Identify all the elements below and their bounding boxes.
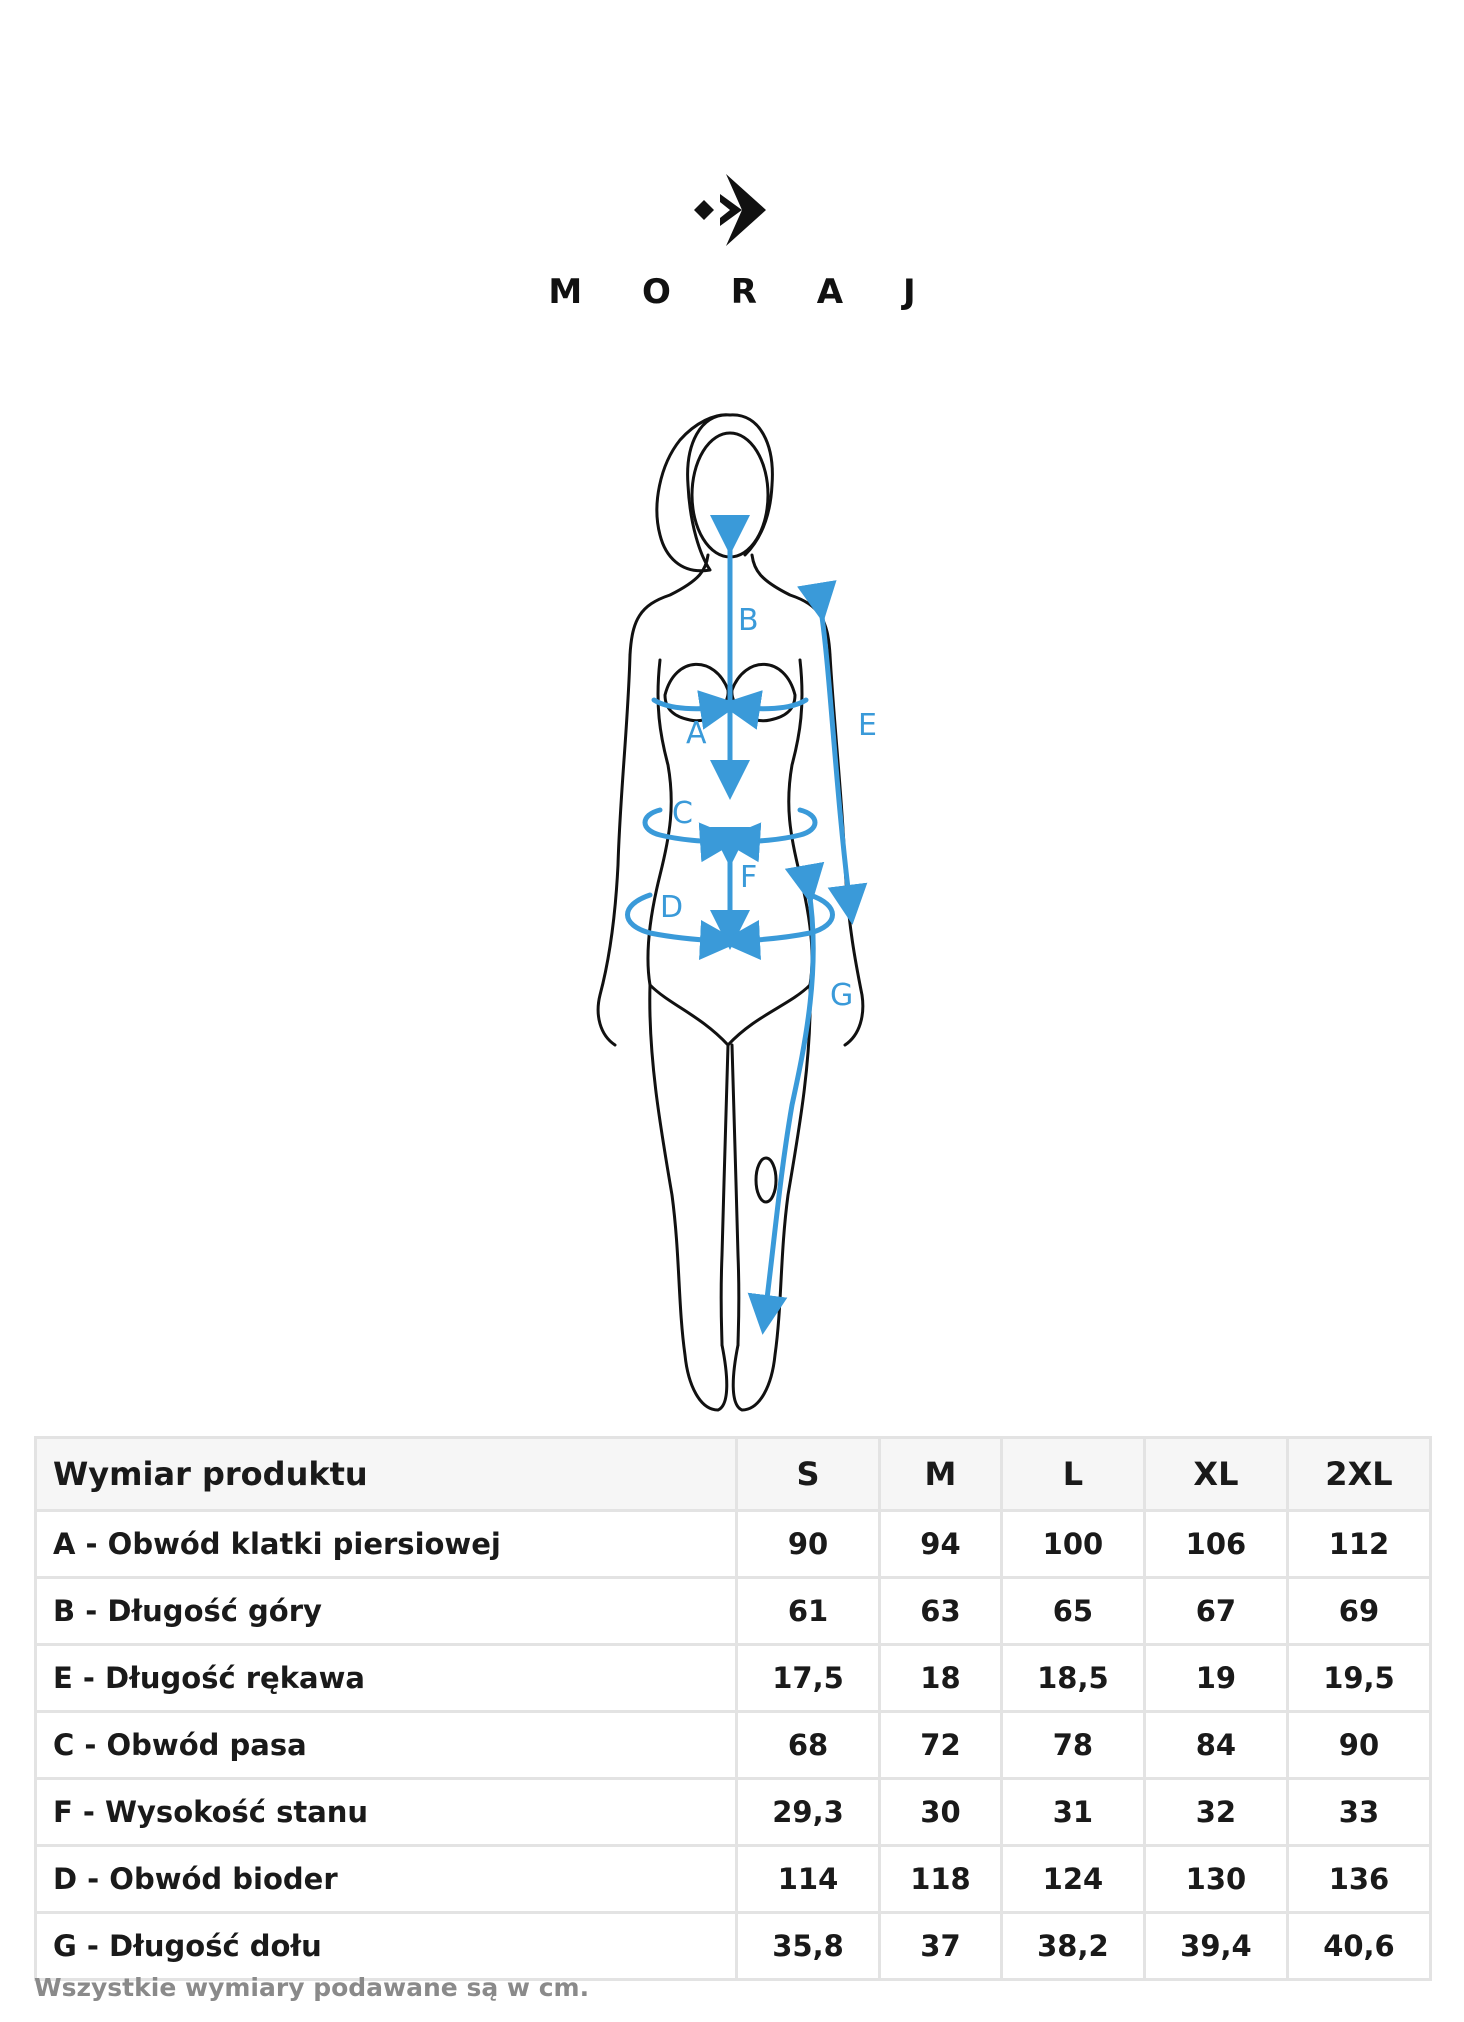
diagram-label-f: F [740,860,758,895]
table-row [36,1846,1431,1913]
table-row [36,1578,1431,1645]
table-row [36,1913,1431,1980]
row-value: 67 [1144,1578,1287,1645]
header-size: S [737,1438,880,1511]
row-value: 84 [1144,1712,1287,1779]
row-label: G - Długość dołu [36,1913,737,1980]
row-label: E - Długość rękawa [36,1645,737,1712]
diagram-label-a: A [686,716,707,751]
brand-logo-icon [690,170,780,250]
row-value: 90 [1287,1712,1430,1779]
row-value: 106 [1144,1511,1287,1578]
header-size: M [880,1438,1002,1511]
diagram-label-d: D [660,890,684,925]
row-value: 124 [1001,1846,1144,1913]
row-value: 38,2 [1001,1913,1144,1980]
row-value: 130 [1144,1846,1287,1913]
row-value: 31 [1001,1779,1144,1846]
row-label: B - Długość góry [36,1578,737,1645]
body-measurement-diagram [560,405,900,1425]
row-value: 90 [737,1511,880,1578]
table-row [36,1645,1431,1712]
size-table [34,1436,1432,1981]
diagram-label-c: C [672,796,693,831]
table-header-row [36,1438,1431,1511]
table-row [36,1712,1431,1779]
row-value: 39,4 [1144,1913,1287,1980]
row-value: 112 [1287,1511,1430,1578]
row-value: 69 [1287,1578,1430,1645]
row-value: 17,5 [737,1645,880,1712]
row-value: 136 [1287,1846,1430,1913]
diagram-label-b: B [738,603,759,638]
row-value: 72 [880,1712,1002,1779]
row-value: 118 [880,1846,1002,1913]
row-value: 30 [880,1779,1002,1846]
row-value: 33 [1287,1779,1430,1846]
table-row [36,1779,1431,1846]
row-label: A - Obwód klatki piersiowej [36,1511,737,1578]
table-row [36,1511,1431,1578]
row-value: 94 [880,1511,1002,1578]
diagram-label-g: G [830,978,854,1013]
header-size: L [1001,1438,1144,1511]
row-value: 40,6 [1287,1913,1430,1980]
row-value: 29,3 [737,1779,880,1846]
diagram-label-e: E [858,708,877,743]
header-size: XL [1144,1438,1287,1511]
row-value: 37 [880,1913,1002,1980]
footnote: Wszystkie wymiary podawane są w cm. [34,1973,590,2002]
row-value: 18,5 [1001,1645,1144,1712]
row-value: 114 [737,1846,880,1913]
row-value: 19,5 [1287,1645,1430,1712]
row-value: 63 [880,1578,1002,1645]
header-size: 2XL [1287,1438,1430,1511]
header-label: Wymiar produktu [36,1438,737,1511]
row-value: 78 [1001,1712,1144,1779]
row-value: 19 [1144,1645,1287,1712]
brand-name: M O R A J [548,272,940,312]
row-value: 61 [737,1578,880,1645]
row-value: 32 [1144,1779,1287,1846]
row-value: 65 [1001,1578,1144,1645]
row-label: D - Obwód bioder [36,1846,737,1913]
row-value: 35,8 [737,1913,880,1980]
row-label: F - Wysokość stanu [36,1779,737,1846]
row-value: 18 [880,1645,1002,1712]
row-label: C - Obwód pasa [36,1712,737,1779]
row-value: 100 [1001,1511,1144,1578]
row-value: 68 [737,1712,880,1779]
